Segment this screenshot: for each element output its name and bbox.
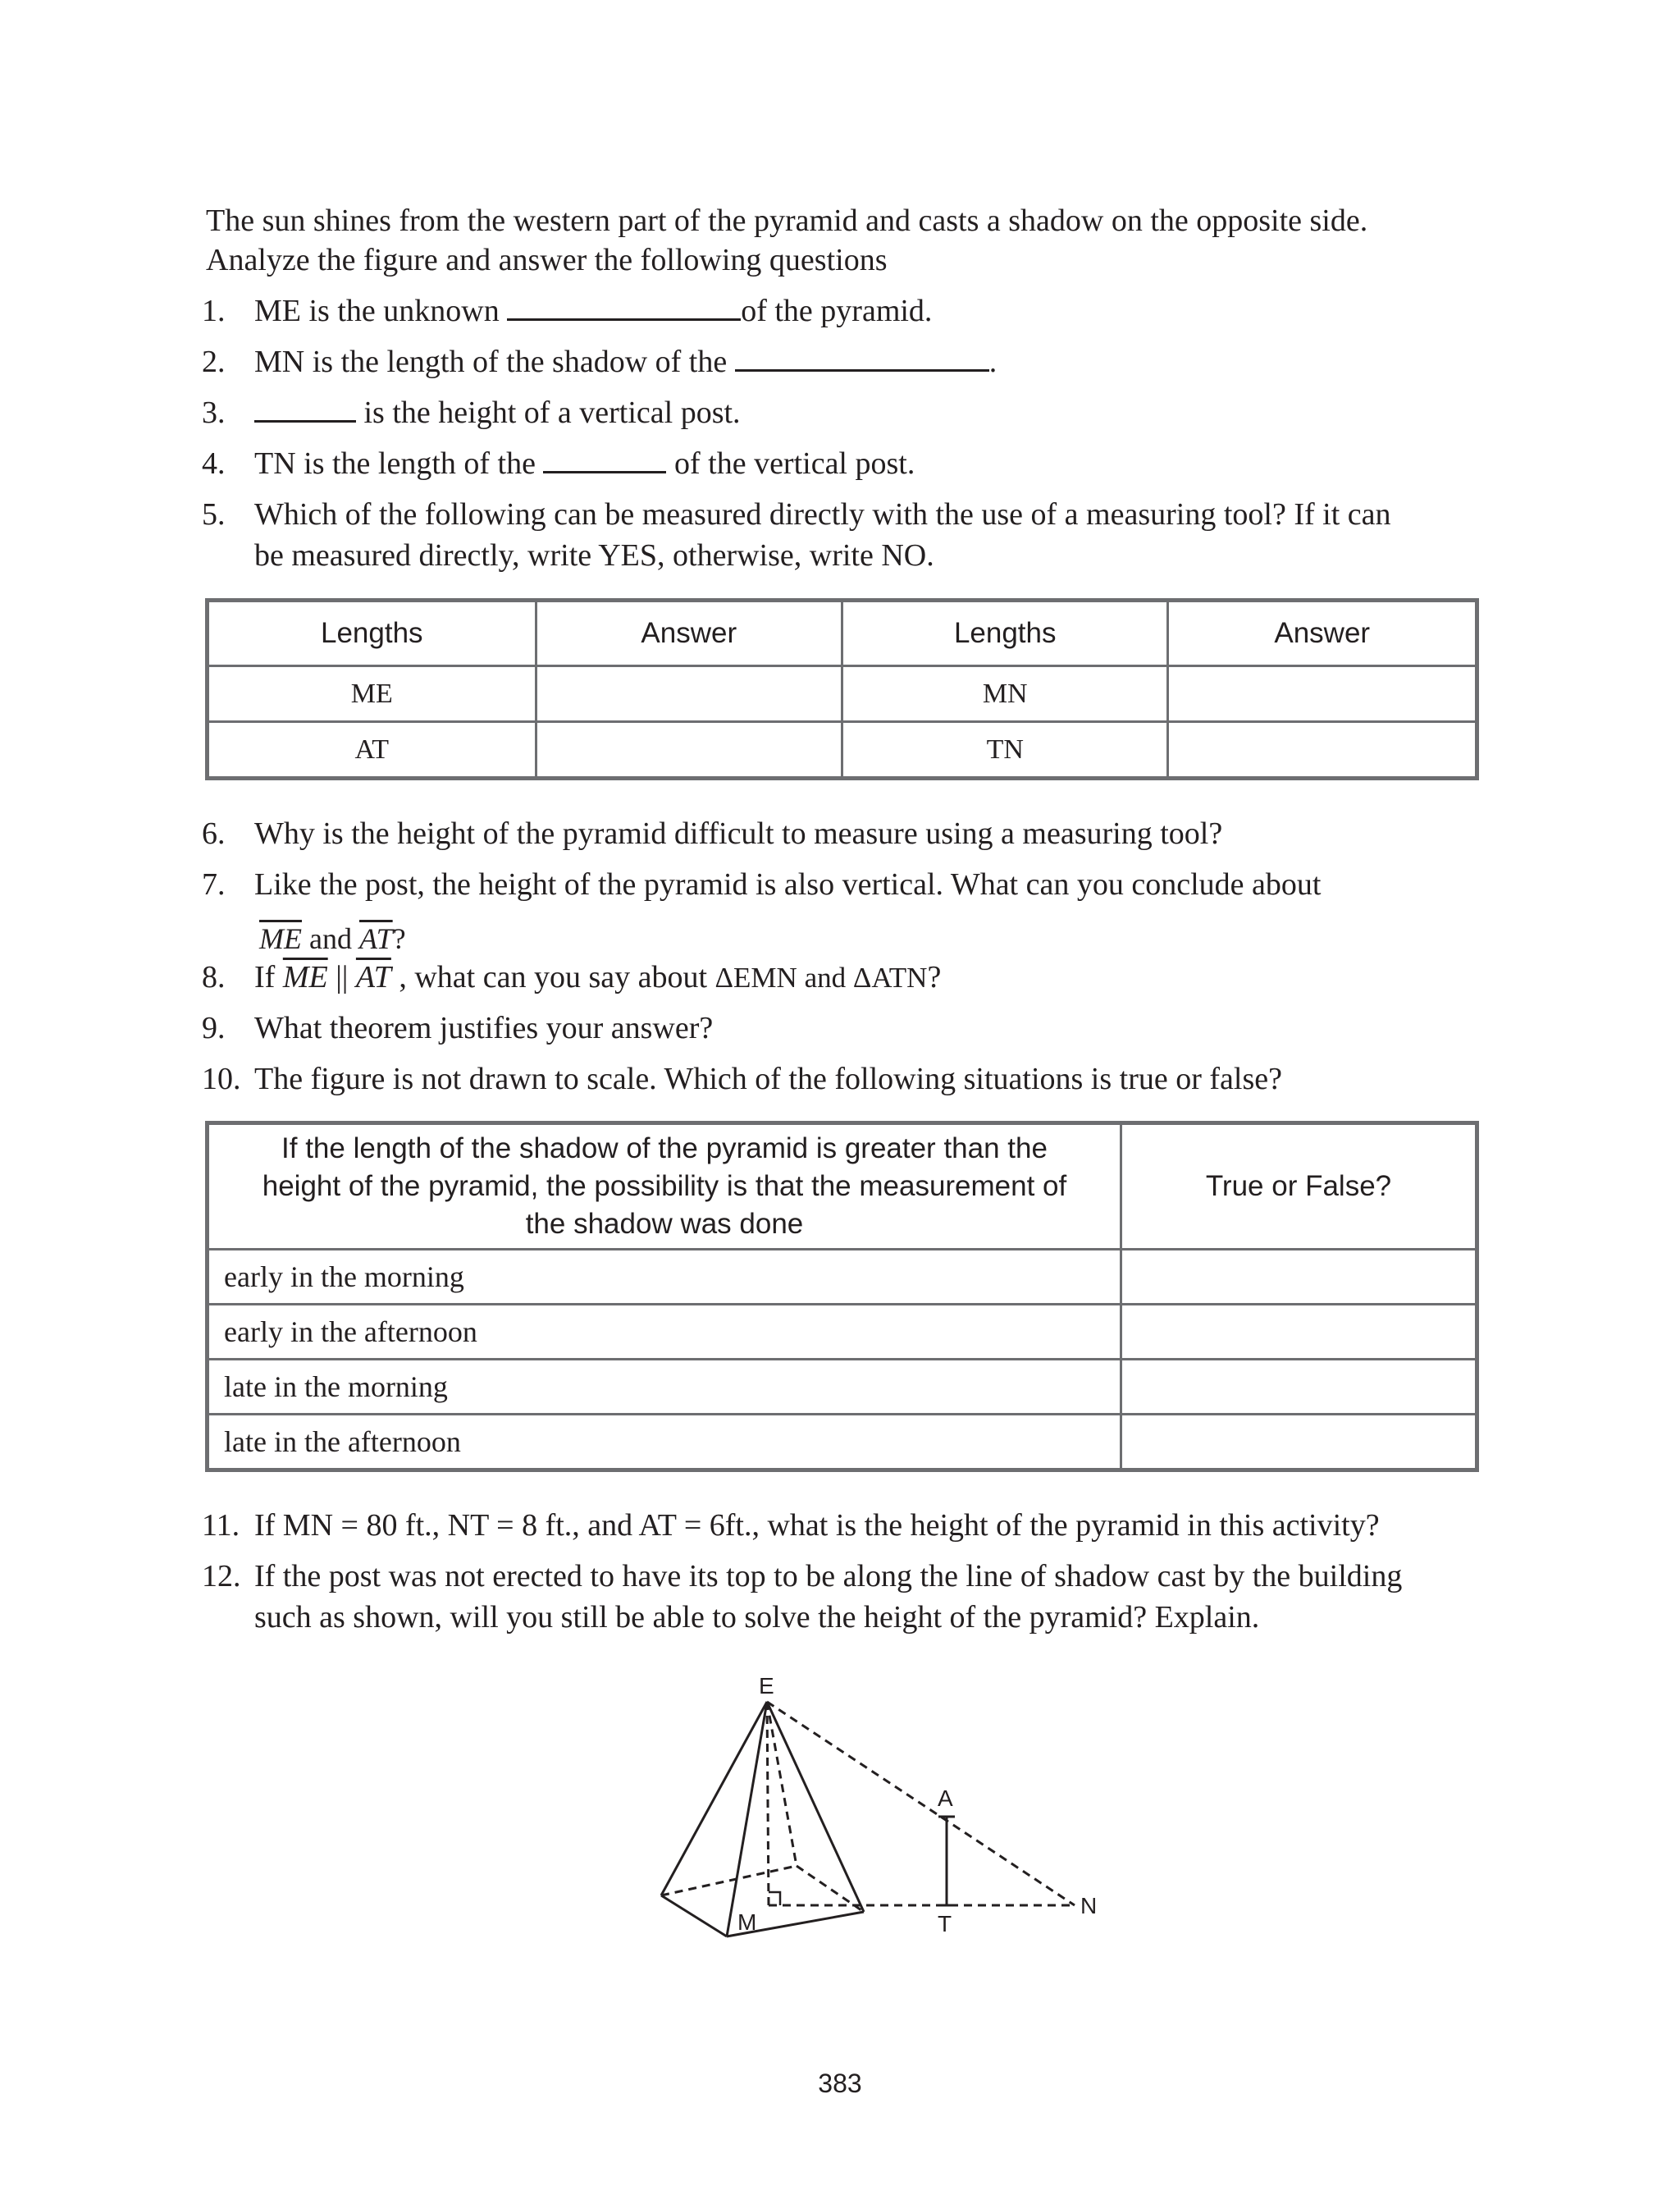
- question-1: 1. ME is the unknown of the pyramid.: [202, 290, 932, 331]
- table-row: [208, 1250, 1477, 1305]
- label-t: T: [938, 1911, 952, 1936]
- answer-cell[interactable]: [536, 666, 842, 722]
- table-row: [208, 1360, 1477, 1415]
- column-header: Answer: [536, 601, 842, 666]
- intro-line-1: The sun shines from the western part of the pyramid and casts a shadow on the opposite side.: [206, 203, 1368, 238]
- question-8: 8. If $\overline{ME}$ || $\overline{AT}$ , what can you say about ΔEMN and ΔATN?: [202, 960, 942, 994]
- question-5-line-2: be measured directly, write YES, otherwise, write NO.: [254, 538, 934, 573]
- answer-blank-4[interactable]: [543, 443, 666, 473]
- column-header: Answer: [1168, 601, 1477, 666]
- right-angle-marker: [769, 1892, 780, 1905]
- label-n: N: [1080, 1893, 1098, 1918]
- pyramid-base-edge: [661, 1895, 727, 1936]
- situation-cell: late in the afternoon: [208, 1415, 1121, 1470]
- answer-cell[interactable]: [1168, 722, 1477, 779]
- length-cell: AT: [208, 722, 536, 779]
- triangle-atn: ΔATN: [852, 962, 928, 994]
- question-2: 2. MN is the length of the shadow of the .: [202, 341, 997, 382]
- question-12: 12. If the post was not erected to have its top to be along the line of shadow cast by the building: [202, 1559, 1403, 1593]
- question-5: 5. Which of the following can be measured directly with the use of a measuring tool? If it can: [202, 497, 1391, 532]
- answer-blank-1[interactable]: [507, 290, 741, 321]
- question-11: 11. If MN = 80 ft., NT = 8 ft., and AT = 6ft., what is the height of the pyramid in this activity?: [202, 1508, 1380, 1543]
- answer-blank-3[interactable]: [254, 392, 356, 423]
- pyramid-shadow-figure: [640, 1657, 1132, 1953]
- column-header: Lengths: [842, 601, 1167, 666]
- page-number: 383: [818, 2069, 862, 2098]
- true-false-cell[interactable]: [1121, 1360, 1477, 1415]
- question-7: 7. Like the post, the height of the pyramid is also vertical. What can you conclude about: [202, 867, 1322, 902]
- true-false-header: True or False?: [1121, 1123, 1477, 1250]
- answer-cell[interactable]: [536, 722, 842, 779]
- situation-cell: early in the morning: [208, 1250, 1121, 1305]
- label-e: E: [759, 1673, 774, 1699]
- question-6: 6. Why is the height of the pyramid difficult to measure using a measuring tool?: [202, 816, 1223, 851]
- length-cell: TN: [842, 722, 1167, 779]
- table-row: [208, 722, 1477, 779]
- segment-at: $\overline{AT}$: [355, 960, 391, 994]
- true-false-cell[interactable]: [1121, 1250, 1477, 1305]
- situation-cell: late in the morning: [208, 1360, 1121, 1415]
- triangle-emn: ΔEMN: [714, 962, 797, 994]
- column-header: Lengths: [208, 601, 536, 666]
- answer-cell[interactable]: [1168, 666, 1477, 722]
- segment-at: $\overline{AT}$: [358, 922, 393, 955]
- segment-me: $\overline{ME}$: [282, 960, 328, 994]
- hidden-edge: [767, 1702, 797, 1866]
- question-9: 9. What theorem justifies your answer?: [202, 1011, 714, 1045]
- table-row: [208, 666, 1477, 722]
- pyramid-height-line: [767, 1702, 769, 1905]
- question-10: 10. The figure is not drawn to scale. Which of the following situations is true or false?: [202, 1062, 1282, 1096]
- segment-me: $\overline{ME}$: [259, 922, 302, 955]
- intro-line-2: Analyze the figure and answer the following questions: [206, 243, 888, 277]
- question-4: 4. TN is the length of the of the vertical post.: [202, 443, 915, 484]
- table-row: [208, 1415, 1477, 1470]
- situation-cell: early in the afternoon: [208, 1305, 1121, 1360]
- question-12-line-2: such as shown, will you still be able to solve the height of the pyramid? Explain.: [254, 1600, 1260, 1634]
- label-a: A: [938, 1785, 953, 1811]
- label-m: M: [737, 1909, 757, 1935]
- true-false-cell[interactable]: [1121, 1305, 1477, 1360]
- situation-header: If the length of the shadow of the pyramid is greater than the height of the pyramid, the possibility is that the measurement of the shadow was done: [208, 1123, 1121, 1250]
- hidden-base-edge: [661, 1866, 797, 1895]
- table-row: [208, 1305, 1477, 1360]
- question-7-line-2: $\overline{ME}$ and $\overline{AT}$?: [259, 922, 406, 955]
- question-3: 3. is the height of a vertical post.: [202, 392, 741, 433]
- true-false-table: [205, 1121, 1479, 1472]
- answer-blank-2[interactable]: [735, 341, 989, 372]
- measure-table: [205, 598, 1479, 780]
- length-cell: MN: [842, 666, 1167, 722]
- true-false-cell[interactable]: [1121, 1415, 1477, 1470]
- length-cell: ME: [208, 666, 536, 722]
